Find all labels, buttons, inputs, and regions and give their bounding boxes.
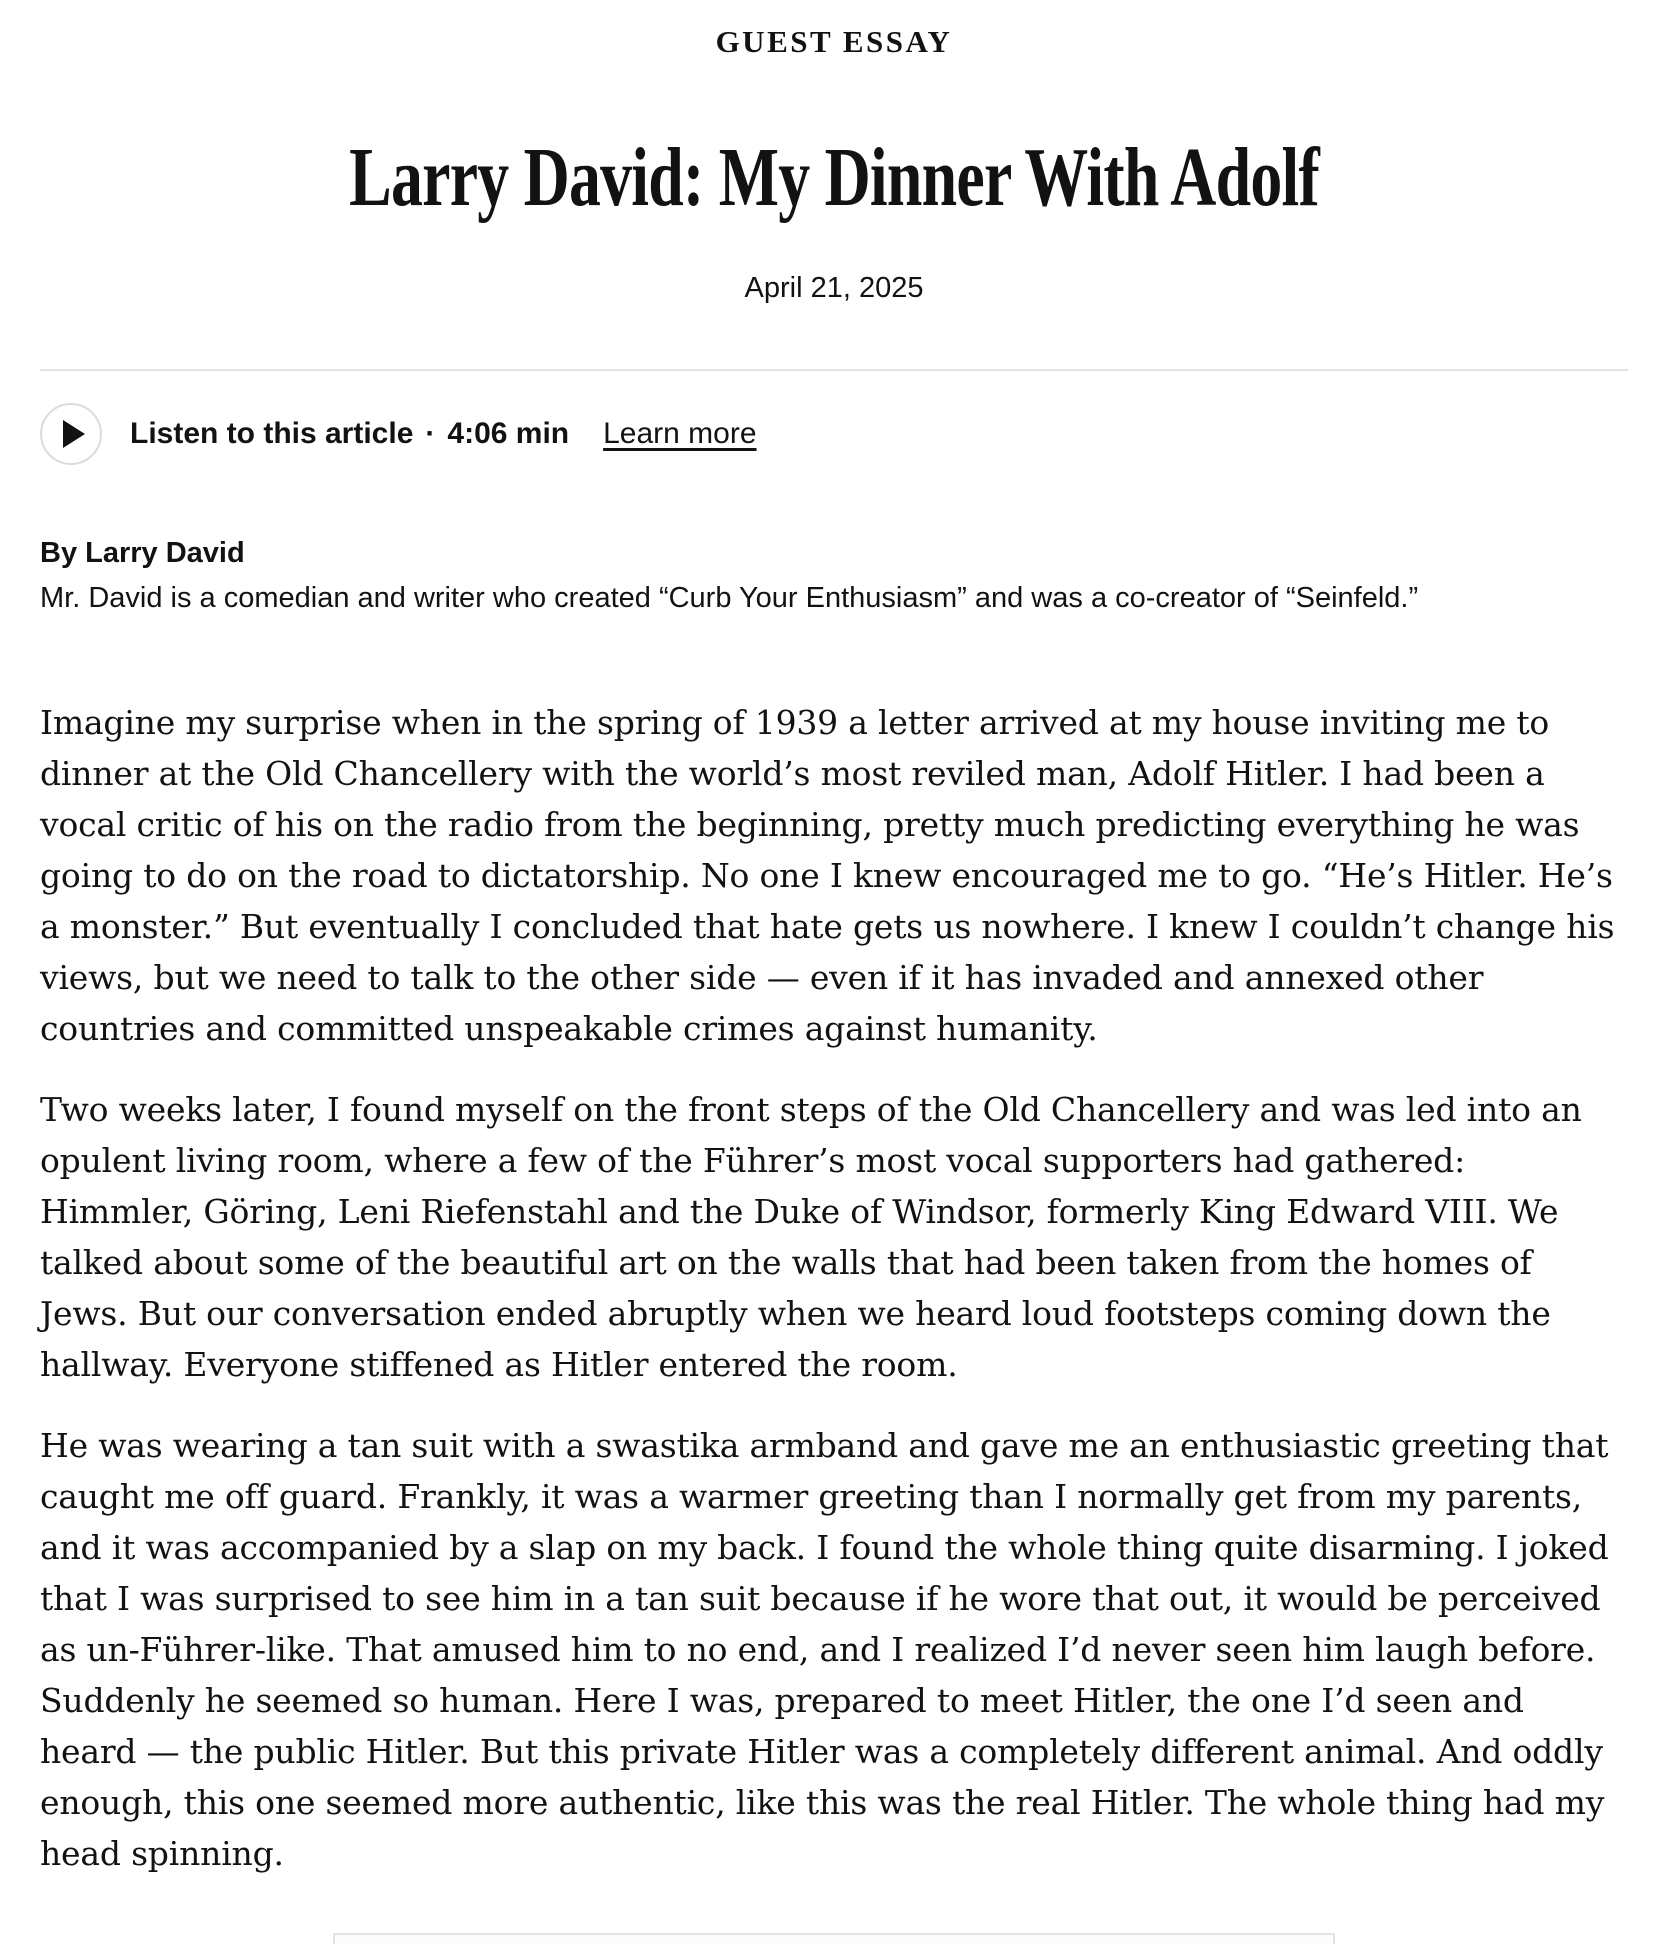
- kicker: [40, 24, 1628, 60]
- audio-separator: ·: [425, 417, 436, 451]
- author-bio: Mr. David is a comedian and writer who created “Curb Your Enthusiasm” and was a co-creator of “Seinfeld.”: [40, 582, 1419, 615]
- byline: [40, 537, 1628, 615]
- body-paragraph: Two weeks later, I found myself on the front steps of the Old Chancellery and was led into an opulent living room, where a few of the Führer’s most vocal supporters had gathered: Himmler, Göring, Leni Riefenstahl and the Duke of Windsor, formerly King Edward VIII. We talked about some of the beautiful art on the walls that had been taken from the homes of Jews. But our conversation ended abruptly when we heard loud footsteps coming down the hallway. Everyone stiffened as Hitler entered the room.: [40, 1090, 1582, 1385]
- play-button[interactable]: [40, 403, 102, 465]
- audio-player: [40, 403, 1628, 465]
- inline-module-box: [333, 1933, 1335, 1944]
- header-divider: [40, 369, 1628, 371]
- play-triangle-icon: [63, 420, 85, 448]
- article-header: [40, 24, 1628, 305]
- page-title: [40, 131, 1628, 224]
- author-name: By Larry David: [40, 537, 245, 570]
- audio-duration: 4:06 min: [447, 417, 570, 451]
- article-body: [40, 697, 1628, 1879]
- learn-more-link[interactable]: Learn more: [603, 417, 757, 451]
- page-title-text: Larry David: My Dinner With Adolf: [349, 131, 1319, 224]
- audio-label-text: Listen to this article: [130, 417, 414, 451]
- audio-label: [130, 417, 757, 451]
- publish-date: April 21, 2025: [744, 272, 924, 305]
- body-paragraph: He was wearing a tan suit with a swastika armband and gave me an enthusiastic greeting that caught me off guard. Frankly, it was a warmer greeting than I normally get from my parents, and it was accompanied by a slap on my back. I found the whole thing quite disarming. I joked that I was surprised to see him in a tan suit because if he wore that out, it would be perceived as un-Führer-like. That amused him to no end, and I realized I’d never seen him laugh before. Suddenly he seemed so human. Here I was, prepared to meet Hitler, the one I’d seen and heard — the public Hitler. But this private Hitler was a completely different animal. And oddly enough, this one seemed more authentic, like this was the real Hitler. The whole thing had my head spinning.: [40, 1426, 1609, 1874]
- kicker-link[interactable]: GUEST ESSAY: [715, 24, 953, 59]
- body-paragraph: Imagine my surprise when in the spring of 1939 a letter arrived at my house inviting me to dinner at the Old Chancellery with the world’s most reviled man, Adolf Hitler. I had been a vocal critic of his on the radio from the beginning, pretty much predicting everything he was going to do on the road to dictatorship. No one I knew encouraged me to go. “He’s Hitler. He’s a monster.” But eventually I concluded that hate gets us nowhere. I knew I couldn’t change his views, but we need to talk to the other side — even if it has invaded and annexed other countries and committed unspeakable crimes against humanity.: [40, 703, 1615, 1049]
